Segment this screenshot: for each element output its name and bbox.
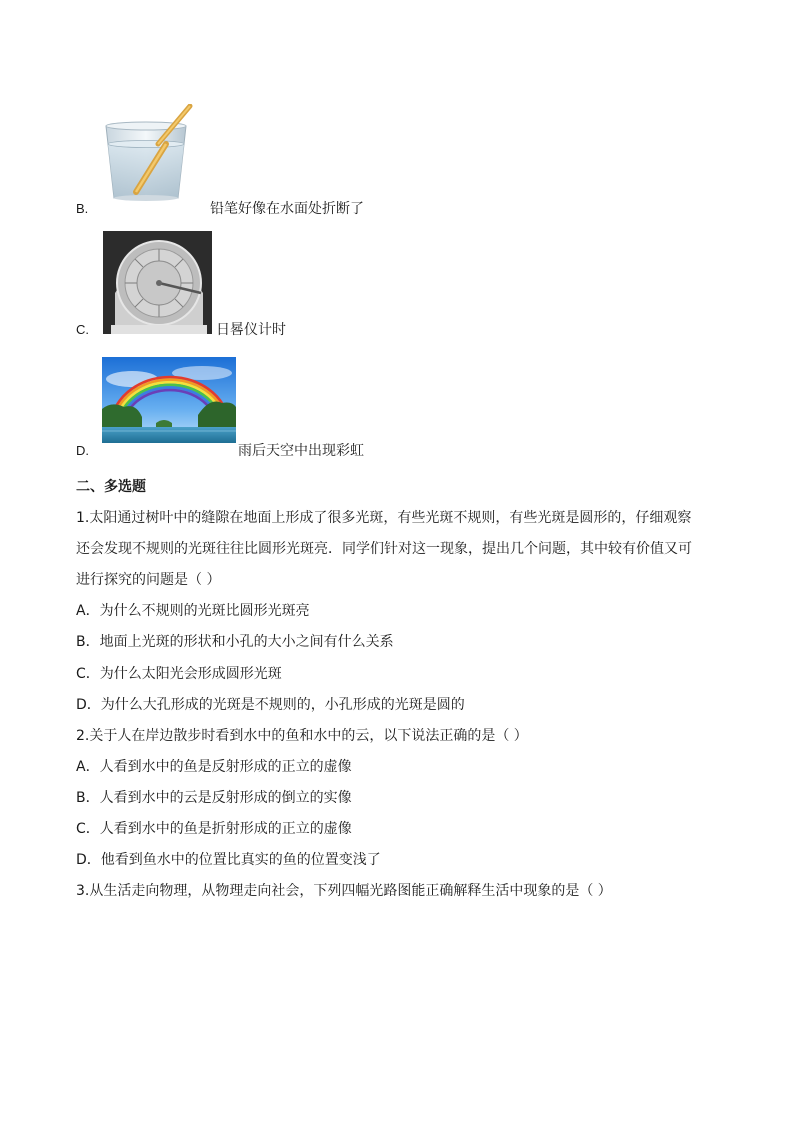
question-2-option-c: C．人看到水中的鱼是折射形成的正立的虚像 xyxy=(76,821,352,837)
question-2-option-d: D．他看到鱼水中的位置比真实的鱼的位置变浅了 xyxy=(76,852,381,868)
question-2-option-a: A．人看到水中的鱼是反射形成的正立的虚像 xyxy=(76,759,352,775)
question-3-line-1: 3.从生活走向物理，从物理走向社会，下列四幅光路图能正确解释生活中现象的是（ ） xyxy=(76,883,612,899)
option-c-image xyxy=(103,231,212,334)
option-b-letter: B. xyxy=(76,201,89,216)
rainbow-icon xyxy=(102,357,236,443)
question-1-option-a: A．为什么不规则的光斑比圆形光斑亮 xyxy=(76,603,310,619)
option-d-caption: 雨后天空中出现彩虹 xyxy=(238,443,364,459)
sundial-icon xyxy=(103,231,212,334)
option-c-caption: 日晷仪计时 xyxy=(216,322,286,338)
section-title: 二、多选题 xyxy=(76,479,146,495)
question-1-line-1: 1.太阳通过树叶中的缝隙在地面上形成了很多光斑，有些光斑不规则，有些光斑是圆形的，仔细观察 xyxy=(76,510,692,526)
question-1-line-2: 还会发现不规则的光斑往往比圆形光斑亮．同学们针对这一现象，提出几个问题，其中较有价值又可 xyxy=(76,541,692,557)
question-1-option-c: C．为什么太阳光会形成圆形光斑 xyxy=(76,666,282,682)
option-d-image xyxy=(102,357,236,443)
question-1-line-3: 进行探究的问题是（ ） xyxy=(76,572,221,588)
question-2-option-b: B．人看到水中的云是反射形成的倒立的实像 xyxy=(76,790,352,806)
question-1-option-b: B．地面上光斑的形状和小孔的大小之间有什么关系 xyxy=(76,634,394,650)
option-b-caption: 铅笔好像在水面处折断了 xyxy=(210,201,364,217)
option-c-letter: C. xyxy=(76,322,90,337)
option-b-image xyxy=(100,104,204,204)
question-1-option-d: D．为什么大孔形成的光斑是不规则的，小孔形成的光斑是圆的 xyxy=(76,697,465,713)
question-2-line-1: 2.关于人在岸边散步时看到水中的鱼和水中的云，以下说法正确的是（ ） xyxy=(76,728,528,744)
option-d-letter: D. xyxy=(76,443,90,458)
pencil-in-glass-icon xyxy=(100,104,204,204)
